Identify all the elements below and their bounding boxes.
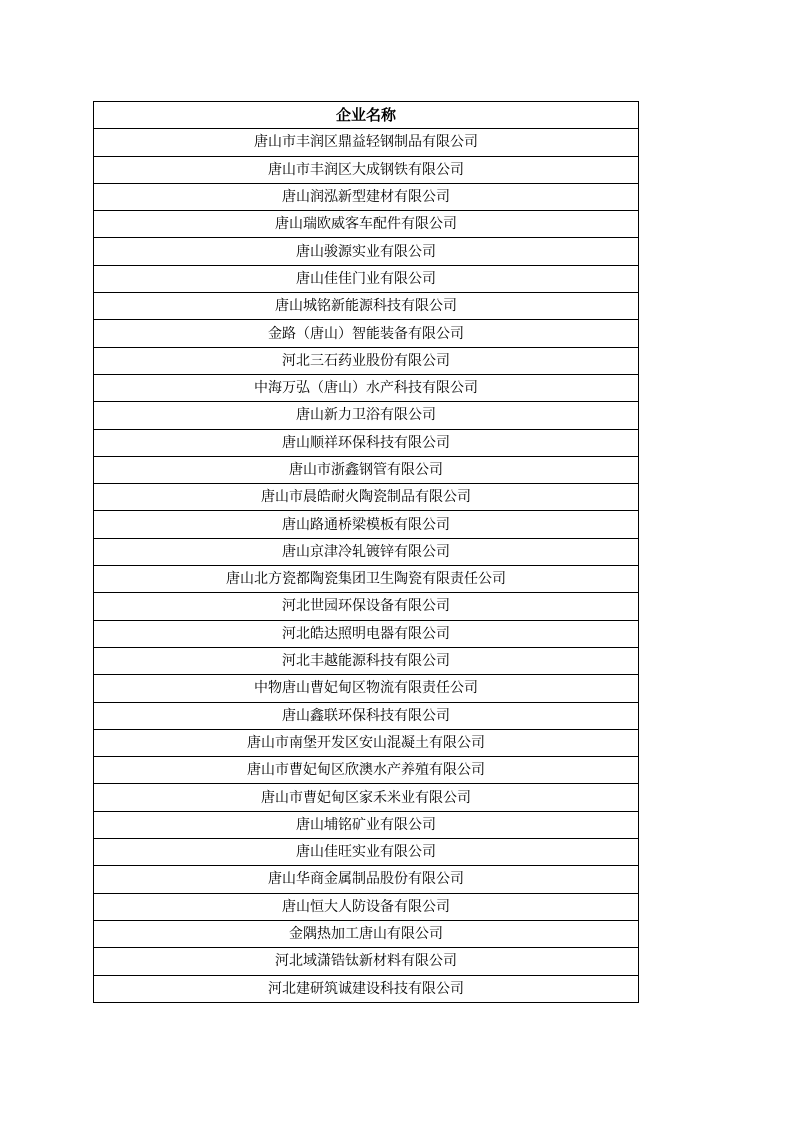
table-row [94, 702, 639, 729]
company-name-cell: 唐山顺祥环保科技有限公司 [94, 429, 639, 456]
company-name-cell: 唐山市曹妃甸区欣澳水产养殖有限公司 [94, 757, 639, 784]
company-name-cell: 唐山新力卫浴有限公司 [94, 402, 639, 429]
table-row [94, 647, 639, 674]
table-row [94, 975, 639, 1002]
table-row [94, 784, 639, 811]
table-row [94, 839, 639, 866]
table-row [94, 757, 639, 784]
table-row [94, 183, 639, 210]
table-row [94, 320, 639, 347]
table-row [94, 374, 639, 401]
table-row [94, 566, 639, 593]
company-name-cell: 唐山华商金属制品股份有限公司 [94, 866, 639, 893]
table-row [94, 593, 639, 620]
company-name-cell: 金隅热加工唐山有限公司 [94, 920, 639, 947]
company-name-cell: 唐山市曹妃甸区家禾米业有限公司 [94, 784, 639, 811]
company-name-cell: 唐山恒大人防设备有限公司 [94, 893, 639, 920]
company-name-cell: 河北丰越能源科技有限公司 [94, 647, 639, 674]
company-name-cell: 唐山市晨皓耐火陶瓷制品有限公司 [94, 484, 639, 511]
table-row [94, 920, 639, 947]
company-name-cell: 唐山市浙鑫钢管有限公司 [94, 456, 639, 483]
table-row [94, 729, 639, 756]
table-row [94, 238, 639, 265]
company-name-cell: 唐山埔铭矿业有限公司 [94, 811, 639, 838]
company-name-cell: 唐山城铭新能源科技有限公司 [94, 293, 639, 320]
company-name-cell: 唐山京津冷轧镀锌有限公司 [94, 538, 639, 565]
table-body [94, 129, 639, 1003]
table-row [94, 347, 639, 374]
company-name-cell: 唐山路通桥梁模板有限公司 [94, 511, 639, 538]
table-row [94, 866, 639, 893]
company-name-cell: 唐山骏源实业有限公司 [94, 238, 639, 265]
company-name-cell: 唐山市丰润区大成钢铁有限公司 [94, 156, 639, 183]
company-name-cell: 河北世园环保设备有限公司 [94, 593, 639, 620]
company-name-cell: 金路（唐山）智能装备有限公司 [94, 320, 639, 347]
company-name-table [93, 101, 639, 1003]
company-name-cell: 唐山鑫联环保科技有限公司 [94, 702, 639, 729]
table-header-row [94, 102, 639, 129]
company-name-cell: 河北三石药业股份有限公司 [94, 347, 639, 374]
table-row [94, 620, 639, 647]
table-row [94, 511, 639, 538]
company-name-cell: 唐山市丰润区鼎益轻钢制品有限公司 [94, 129, 639, 156]
company-name-cell: 河北建研筑诚建设科技有限公司 [94, 975, 639, 1002]
table-row [94, 538, 639, 565]
table-row [94, 893, 639, 920]
company-name-cell: 唐山佳旺实业有限公司 [94, 839, 639, 866]
table-row [94, 675, 639, 702]
company-name-cell: 河北皓达照明电器有限公司 [94, 620, 639, 647]
table-row [94, 948, 639, 975]
table-row [94, 211, 639, 238]
table-row [94, 156, 639, 183]
table-row [94, 293, 639, 320]
company-name-cell: 唐山润泓新型建材有限公司 [94, 183, 639, 210]
company-name-cell: 唐山市南堡开发区安山混凝土有限公司 [94, 729, 639, 756]
table-row [94, 402, 639, 429]
company-name-cell: 河北域潇锆钛新材料有限公司 [94, 948, 639, 975]
company-name-cell: 唐山北方瓷都陶瓷集团卫生陶瓷有限责任公司 [94, 566, 639, 593]
table-row [94, 456, 639, 483]
company-name-cell: 中海万弘（唐山）水产科技有限公司 [94, 374, 639, 401]
company-name-cell: 中物唐山曹妃甸区物流有限责任公司 [94, 675, 639, 702]
table-row [94, 811, 639, 838]
column-header-company-name: 企业名称 [94, 102, 639, 129]
table-row [94, 129, 639, 156]
company-name-cell: 唐山瑞欧威客车配件有限公司 [94, 211, 639, 238]
company-name-cell: 唐山佳佳门业有限公司 [94, 265, 639, 292]
table-row [94, 429, 639, 456]
table-row [94, 265, 639, 292]
table-row [94, 484, 639, 511]
